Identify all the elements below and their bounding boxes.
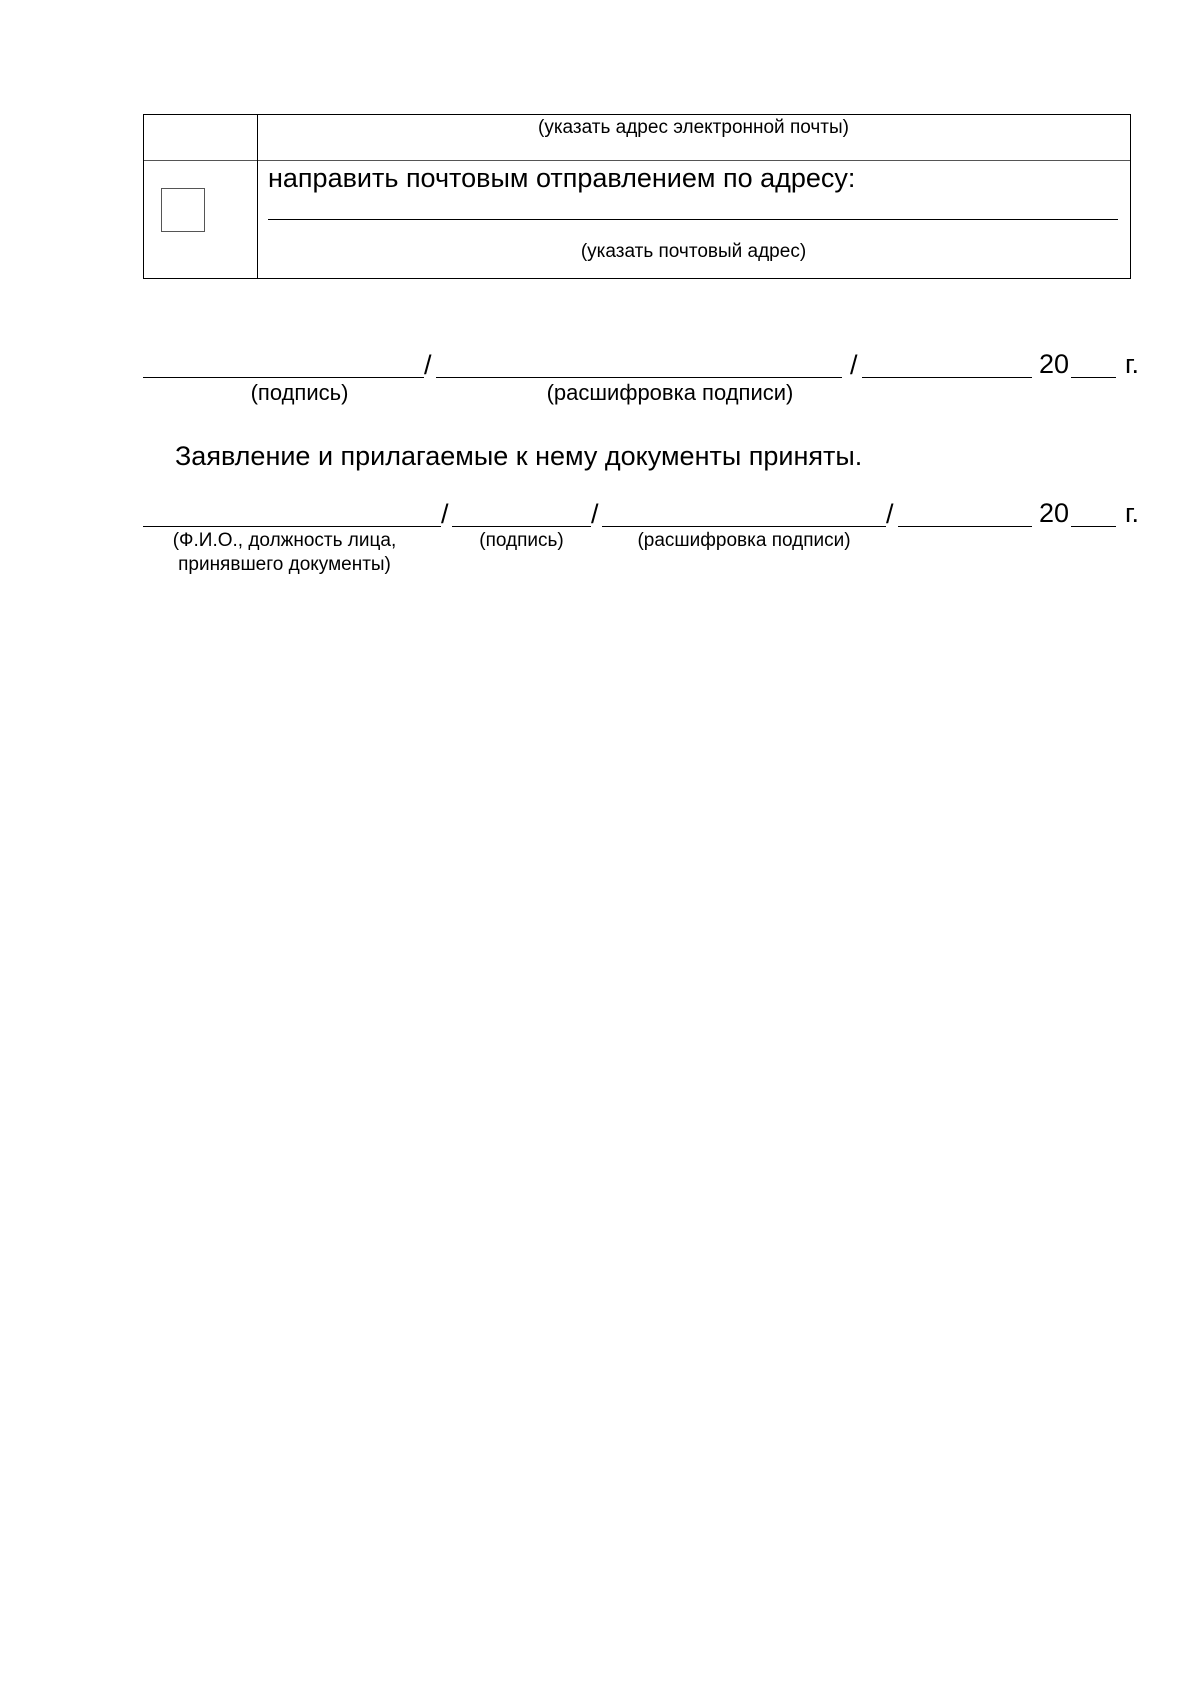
- acceptance-statement: Заявление и прилагаемые к нему документы приняты.: [175, 441, 863, 471]
- postal-delivery-checkbox[interactable]: [161, 188, 205, 232]
- year-suffix: г.: [1125, 498, 1140, 528]
- official-signature-caption: (подпись): [479, 530, 564, 551]
- slash-separator: /: [850, 350, 858, 380]
- acceptance-year-blank[interactable]: [1071, 526, 1116, 527]
- postal-delivery-label: направить почтовым отправлением по адресу:: [268, 163, 856, 193]
- delivery-options-table: [143, 114, 1131, 279]
- year-prefix: 20: [1039, 349, 1070, 379]
- year-suffix: г.: [1125, 349, 1140, 379]
- postal-address-hint: (указать почтовый адрес): [580, 241, 807, 262]
- slash-separator: /: [441, 499, 449, 529]
- official-decryption-blank[interactable]: [602, 526, 886, 527]
- slash-separator: /: [591, 499, 599, 529]
- date-blank[interactable]: [862, 377, 1032, 378]
- email-hint: (указать адрес электронной почты): [538, 117, 849, 138]
- signature-caption: (подпись): [250, 380, 349, 405]
- official-caption-line2: принявшего документы): [178, 554, 391, 575]
- table-row-divider: [144, 160, 1130, 161]
- year-blank[interactable]: [1071, 377, 1116, 378]
- official-decryption-caption: (расшифровка подписи): [637, 530, 851, 551]
- decryption-caption: (расшифровка подписи): [546, 380, 794, 405]
- official-caption-line1: (Ф.И.О., должность лица,: [172, 530, 397, 551]
- acceptance-date-blank[interactable]: [898, 526, 1032, 527]
- official-name-blank[interactable]: [143, 526, 441, 527]
- year-prefix: 20: [1039, 498, 1070, 528]
- signature-blank[interactable]: [143, 377, 424, 378]
- slash-separator: /: [886, 499, 894, 529]
- decryption-blank[interactable]: [436, 377, 842, 378]
- slash-separator: /: [424, 350, 432, 380]
- official-signature-blank[interactable]: [452, 526, 591, 527]
- postal-address-field[interactable]: [268, 199, 1118, 220]
